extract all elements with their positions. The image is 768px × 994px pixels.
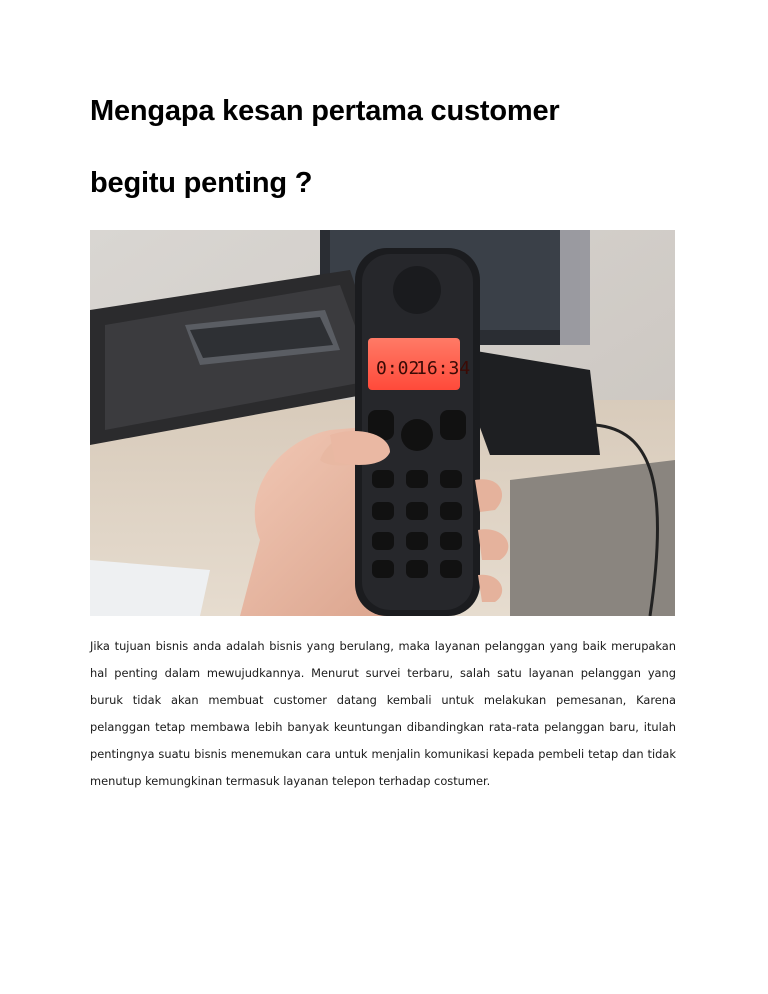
lcd-time-right: 16:34: [416, 358, 471, 379]
phone-photo: [90, 230, 675, 616]
body-paragraph: Jika tujuan bisnis anda adalah bisnis yang berulang, maka layanan pelanggan yang baik merupakan hal penting dalam mewujudkannya. Menurut survei terbaru, salah satu layanan pelanggan yang buruk tidak akan membuat customer datang kembali untuk melakukan pemesanan, Karena pelanggan tetap membawa lebih banyak keuntungan dibandingkan rata-rata pelanggan baru, itulah pentingnya suatu bisnis menemukan cara untuk menjalin komunikasi kepada pembeli tetap dan tidak menutup kemungkinan termasuk layanan telepon terhadap costumer.: [90, 639, 676, 788]
page-title-line-2: begitu penting ?: [90, 167, 313, 199]
lcd-time-left: 0:02: [376, 358, 420, 379]
page-title-line-1: Mengapa kesan pertama customer: [90, 95, 560, 127]
